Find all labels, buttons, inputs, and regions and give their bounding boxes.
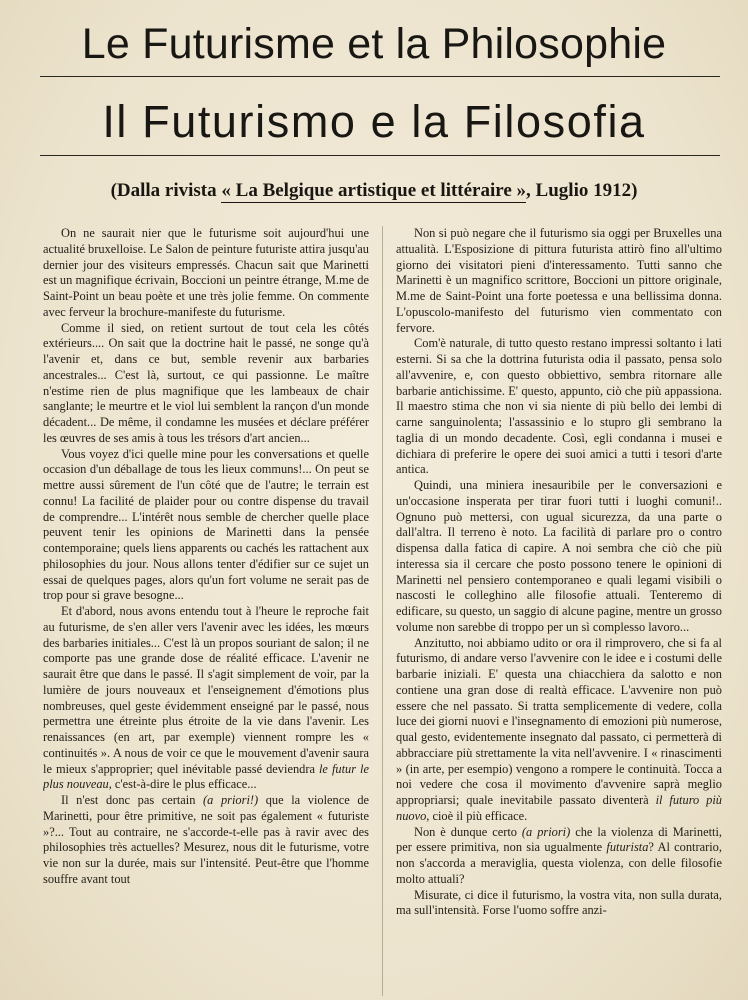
italian-column [396, 226, 722, 1000]
column-divider [382, 226, 383, 996]
it-p4-emphasis: il futuro più nuovo [396, 793, 722, 823]
fr-p5-start: Il n'est donc pas certain [61, 793, 204, 807]
it-paragraph-4 [396, 636, 722, 825]
subtitle-date: , Luglio 1912) [526, 180, 638, 201]
it-p4-text: Anzitutto, noi abbiamo udito or ora il rimprovero, che si fa al futurismo, di andare verso l'avvenire con le idee e i costumi delle barbarie iniziali. E' questa una chiacchiera da salotto e non contiene una gran dose di realtà efficace. L'avvenire non può essere che nel passato. Si tratta semplicemente di vedere, colla luce dei giorni nuovi e l'insegnamento di emozioni più numerose, qual gesto, evidentemente insegnato dal passato, ci permetterà di abbracciare più strettamente la vita nell'avvenire. I « rinascimenti » (in arte, per esempio) vengono a rompere le continuità. Tocca a noi vedere che cosa il movimento d'avvenire saprà meglio appropriarsi; quale inevitabile passato diventerà [396, 635, 722, 807]
fr-paragraph-5 [43, 793, 369, 888]
it-paragraph-5 [396, 825, 722, 888]
fr-paragraph-4 [43, 604, 369, 793]
fr-p4-emphasis: le futur le plus nouveau [43, 761, 369, 792]
it-p4-end: , cioè il più efficace. [426, 808, 528, 823]
source-subtitle [0, 178, 748, 204]
subtitle-magazine-name: « La Belgique artistique et littéraire » [221, 180, 527, 201]
french-column [43, 226, 369, 1000]
fr-paragraph-2: Comme il sied, on retient surtout de tout cela les côtés extérieurs.... On sait que la doctrine hait le passé, ne songe qu'à l'avenir et, dans ce but, semble revenir aux barbaries ancestrales... C'est là, surtout, ce qui passionne. Le maître n'estime rien de plus magnifique que les lambeaux de chair sanglante; le meurtre et le viol lui semblent la rançon d'un monde décadent... De même, il condamne les musées et déclare préférer les œuvres de ses amis à tous les trésors d'art ancien... [43, 320, 369, 445]
it-paragraph-3: Quindi, una miniera inesauribile per le conversazioni e un'occasione insperata per tirar fuori tutti i luoghi comuni!.. Ognuno può mettersi, con ugual sicurezza, da una parte o dall'altra. Il terreno è noto. La facilità di parlare pro o contro dispensa dalla fatica di capire. A noi sembra che ciò che più interessa sia il cercare che posto possono tenere le opinioni di Marinetti nel pensiero contemporaneo e quali legami visibili o nascosti le colleghino alle filosofie attuali. Tenteremo di edificare, su questo, un saggio di alcune pagine, mentre un grosso volume non sarebbe di troppo per un sì complesso lavoro... [396, 478, 722, 634]
it-paragraph-2: Com'è naturale, di tutto questo restano impressi soltanto i lati esterni. Si sa che la dottrina futurista odia il passato, pensa solo all'avvenire, e, con questo obbiettivo, sembra ritornare alle barbarie antichissime. E' questo, appunto, ciò che più appassiona. Il maestro stima che non vi sia niente di più bello dei lembi di carne sanguinolenta; l'assassinio e lo stupro gli sembrano la taglia di un mondo decadente. Così, egli condanna i musei e dichiara di preferire le opere dei suoi amici a tutti i tesori d'arte antica. [396, 336, 722, 477]
title-italian: Il Futurismo e la Filosofia [102, 96, 646, 147]
it-p5-emphasis: (a priori) [521, 824, 571, 839]
fr-p4-end: , c'est-à-dire le plus efficace... [108, 777, 257, 792]
it-p5-emphasis-2: futurista [606, 840, 649, 855]
fr-paragraph-1: On ne saurait nier que le futurisme soit aujourd'hui une actualité bruxelloise. Le Salon de peinture futuriste attira jusqu'au dernier jour des visiteurs empressés. Chacun sait que Marinetti est un magnifique écrivain, Boccioni un peintre étrange, M.me de Saint-Point un beau poète et une très jolie femme. On commente avec ferveur la brochure-manifeste du futurisme. [43, 226, 369, 319]
fr-p5-emphasis: (a priori!) [203, 793, 259, 807]
title-french: Le Futurisme et la Philosophie [81, 20, 667, 68]
fr-p4-text: Et d'abord, nous avons entendu tout à l'heure le reproche fait au futurisme, de s'en aller vers l'avenir avec les idées, les mœurs des barbaries initiales... C'est là un propos souriant de salon; il ne comporte pas une grande dose de réalité efficace. L'avenir ne saurait être que dans le passé. Il s'agit simplement de voir, par la lumière de jours nouveaux et l'enseignement d'émotions plus nombreuses, quel geste évidemment enseigné par le passé, nous permettra une étreinte plus étroite de la vie dans l'avenir. Les renaissances (en art, par exemple) viennent rompre les « continuités ». A nous de voir ce que le mouvement d'avenir saura le mieux s'approprier; quel inévitable passé deviendra [43, 604, 369, 776]
it-paragraph-1: Non si può negare che il futurismo sia oggi per Bruxelles una attualità. L'Esposizione di pittura futurista attirò fino all'ultimo giorno dei visitatori pieni d'interessamento. Tutti sanno che Marinetti è un magnifico scrittore, Boccioni un pittore originale, M.me de Saint-Point una forte poetessa e una bellissima donna. L'opuscolo-manifesto del futurismo vien commentato con fervore. [396, 226, 722, 335]
title-rule-bottom [40, 155, 720, 156]
title-rule-top [40, 76, 720, 77]
it-p5-end: ? Al contrario, non s'accorda a meraviglia, questa violenza, con delle filosofie molto attuali? [396, 840, 722, 886]
subtitle-prefix: (Dalla rivista [110, 180, 222, 201]
it-paragraph-6: Misurate, ci dice il futurismo, la vostra vita, non sulla durata, ma sull'intensità. Forse l'uomo soffre anzi- [396, 887, 722, 918]
it-p5-mid: che la violenza di Marinetti, per essere primitiva, non sia ugualmente [396, 824, 722, 855]
fr-p5-text: que la violence de Marinetti, pour être primitive, ne soit pas également « futuriste »?... Tout au contraire, ne s'accorde-t-elle pas à ravir avec des philosophies très actuelles? Mesurez, nous dit le futurisme, votre vie non sur la durée, mais sur l'intensité. Peut-être que l'homme souffre avant tout [43, 793, 369, 886]
it-p5-start: Non è dunque certo [414, 824, 522, 839]
fr-paragraph-3: Vous voyez d'ici quelle mine pour les conversations et quelle occasion d'un déballage de tous les lieux communs!... On peut se mettre aussi sûrement de l'un côté que de l'autre; le terrain est connu! La facilité de plaider pour ou contre dispense du travail de comprendre... L'intérêt nous semble de chercher quelle place peuvent tenir les opinions de Marinetti dans la pensée contemporaine; quels liens apparents ou cachés les rattachent aux philosophies du jour. Nous allons tenter d'édifier sur ce sujet un essai de quelques pages, alors qu'un fort volume ne serait pas de trop pour si grave besogne... [43, 446, 369, 603]
